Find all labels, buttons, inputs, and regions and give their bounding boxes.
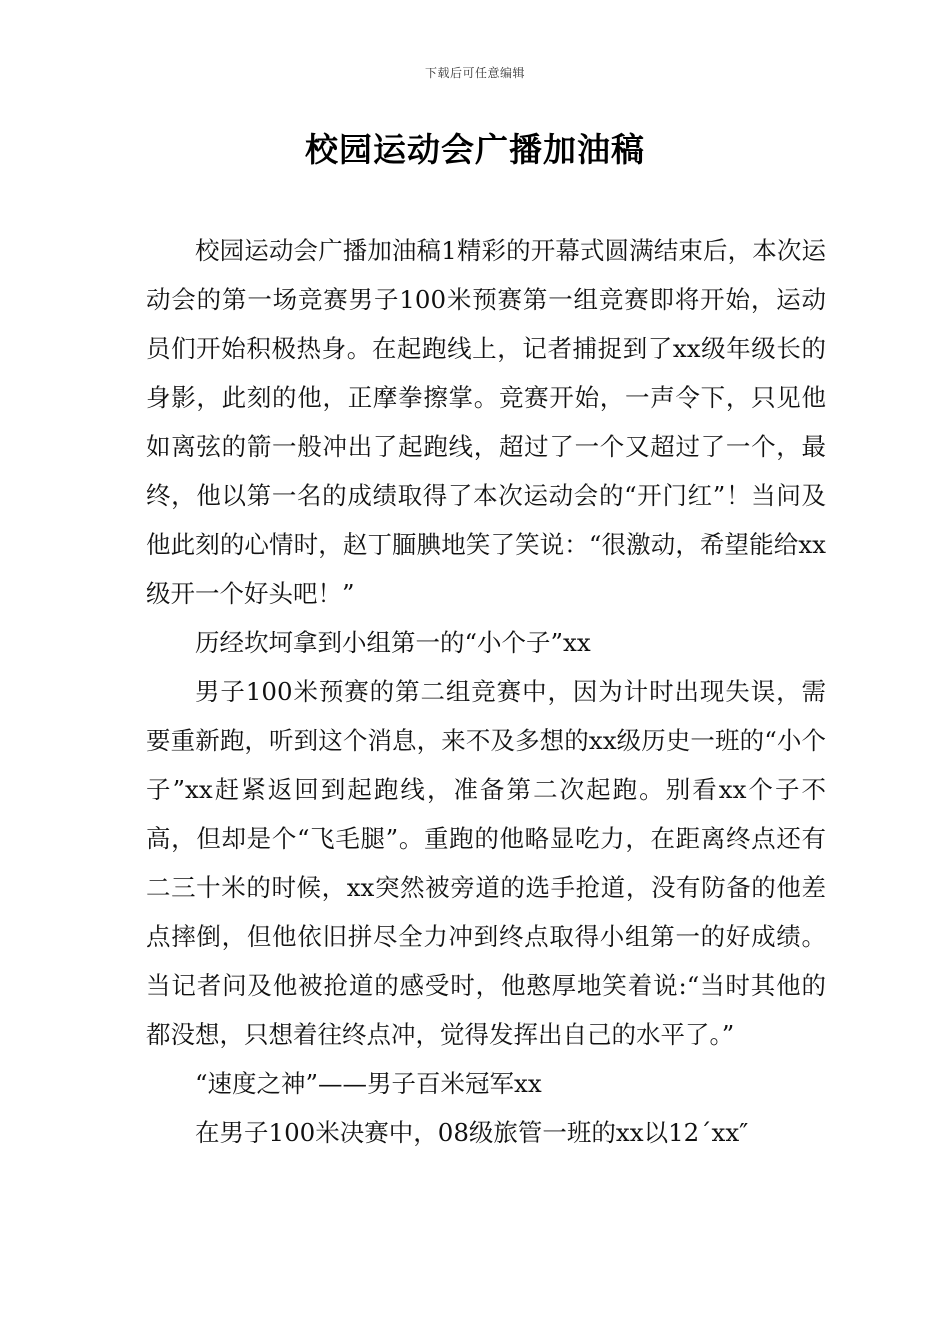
paragraph-subheading-small-runner: 历经坎坷拿到小组第一的“小个子”xx bbox=[195, 628, 591, 657]
document-title: 校园运动会广播加油稿 bbox=[305, 130, 645, 169]
paragraph-subheading-speed-god: “速度之神”——男子百米冠军xx bbox=[195, 1069, 542, 1098]
paragraph-second-heat: 男子100米预赛的第二组竞赛中，因为计时出现失误，需要重新跑，听到这个消息，来不及多想的xx级历史一班的“小个子”xx赶紧返回到起跑线，准备第二次起跑。别看xx个子不高，但却是个“飞毛腿”。重跑的他略显吃力，在距离终点还有二三十米的时候，xx突然被旁道的选手抢道，没有防备的他差点摔倒，但他依旧拼尽全力冲到终点取得小组第一的好成绩。当记者问及他被抢道的感受时，他憨厚地笑着说:“当时其他的都没想，只想着往终点冲，觉得发挥出自己的水平了。” bbox=[146, 677, 826, 1049]
document-body bbox=[146, 226, 826, 1157]
paragraph-final: 在男子100米决赛中，08级旅管一班的xx以12´xx″ bbox=[195, 1118, 749, 1147]
paragraph-opening: 校园运动会广播加油稿1精彩的开幕式圆满结束后，本次运动会的第一场竞赛男子100米预赛第一组竞赛即将开始，运动员们开始积极热身。在起跑线上，记者捕捉到了xx级年级长的身影，此刻的他，正摩拳擦掌。竞赛开始，一声令下，只见他如离弦的箭一般冲出了起跑线，超过了一个又超过了一个，最终，他以第一名的成绩取得了本次运动会的“开门红”！当问及他此刻的心情时，赵丁腼腆地笑了笑说：“很激动，希望能给xx级开一个好头吧！” bbox=[146, 236, 826, 608]
header-note: 下载后可任意编辑 bbox=[424, 66, 525, 80]
